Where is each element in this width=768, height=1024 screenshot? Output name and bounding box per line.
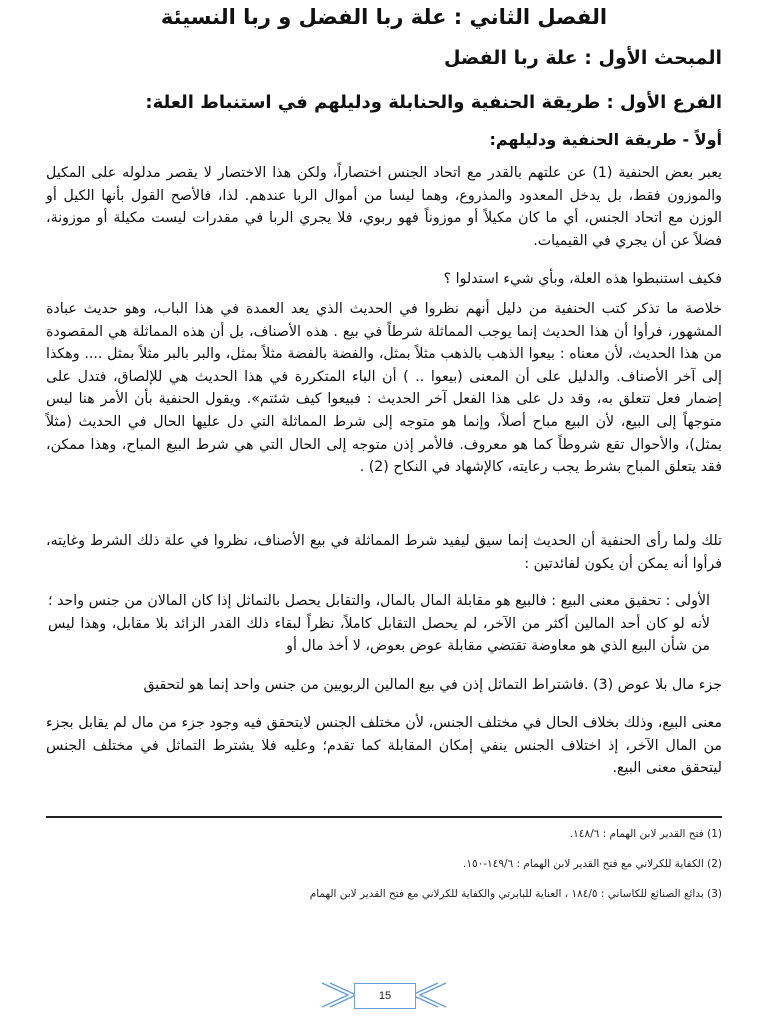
subsection-title: الفرع الأول : طريقة الحنفية والحنابلة ودليلهم في استنباط العلة: bbox=[145, 92, 722, 113]
paragraph-3: خلاصة ما تذكر كتب الحنفية من دليل أنهم نظروا في الحديث الذي يعد العمدة في هذا الباب، وهو حديث عبادة المشهور، فرأوا أن هذا الحديث إنما يوجب المماثلة شرطاً في بيع . هذه الأصناف، بل أن هذه المماثلة هي المقصودة من هذا الحديث، لأن معناه : بيعوا الذهب بالذهب مثلاً بمثل، والفضة بالفضة مثلاً بمثل، والبر بالبر مثلاً بمثل .... وهكذا إلى آخر الأصناف. والدليل على أن المعنى (بيعوا .. ) أن الباء المتكررة في هذا الحديث هي للإلصاق، فتدل على إضمار فعل تتعلق به، وقد دل على هذا الفعل آخر الحديث : فبيعوا كيف شئتم». ويقول الحنفية بأن الأمر هنا ليس متوجهاً إلى البيع، لأن البيع مباح أصلاً، وإنما هو متوجه إلى شرط المماثلة التي دل عليها الحال في الحديث (مثلاً بمثل)، والأحوال تقع شروطاً كما هو معروف. فالأمر إذن متوجه إلى الحال التي هي شرط البيع المباح، وهذا ممكن، فقد يتعلق المباح بشرط يجب رعايته، كالإشهاد في النكاح (2) . bbox=[46, 301, 722, 476]
footnote-2: (2) الكفاية للكرلاني مع فتح القدير لابن الهمام : ١٤٩/٦-١٥٠. bbox=[462, 858, 722, 870]
paragraph-7: معنى البيع، وذلك بخلاف الحال في مختلف الجنس، لأن مختلف الجنس لايتحقق فيه وجود جزء من مال لم يقابل بجزء من المال الآخر، إذ اختلاف الجنس ينفي إمكان المقابلة كما تقدم؛ وعليه فلا يشترط التماثل في مختلف الجنس ليتحقق معنى البيع. bbox=[46, 715, 722, 777]
paragraph-6: جزء مال بلا عوض (3) .فاشتراط التماثل إذن في بيع المالين الربويين من جنس واحد إنما هو لتحقيق bbox=[143, 677, 722, 693]
paragraph-1: يعبر بعض الحنفية (1) عن علتهم بالقدر مع اتحاد الجنس اختصاراً، ولكن هذا الاختصار لا يقصر مدلوله على المكيل والموزون فقط، بل يدخل المعدود والمذروع، وهما ليسا من أموال الربا عندهم. لذا، فالأصح القول بأنها الكيل أو الوزن مع اتحاد الجنس، أي ما كان مكيلاً أو موزوناً فهو ربوي، فلا يجري الربا في مقدرات ليست مكيلة أو موزونة، فضلاً عن أن يجري في القيميات. bbox=[46, 165, 722, 249]
chapter-title: الفصل الثاني : علة ربا الفضل و ربا النسيئة bbox=[160, 5, 608, 29]
point-title: أولاً - طريقة الحنفية ودليلهم: bbox=[489, 130, 722, 149]
footnote-3: (3) بدائع الصنائع للكاساني : ١٨٤/٥ ، العناية للبابرتي والكفاية للكرلاني مع فتح القدير لابن الهمام bbox=[309, 888, 722, 900]
footnote-1: (1) فتح القدير لابن الهمام : ١٤٨/٦. bbox=[569, 828, 722, 840]
page-number: 15 bbox=[354, 983, 416, 1009]
paragraph-4: تلك ولما رأى الحنفية أن الحديث إنما سيق ليفيد شرط المماثلة في بيع الأصناف، نظروا في علة ذلك الشرط وغايته، فرأوا أنه يمكن أن يكون لفائدتين : bbox=[46, 533, 722, 572]
paragraph-5: الأولى : تحقيق معنى البيع : فالبيع هو مقابلة المال بالمال، والتقابل يحصل بالتماثل إذا كان المالان من جنس واحد ؛ لأنه لو كان أحد المالين أكثر من الآخر، لم يحصل التقابل كاملاً، نظراً لبقاء ذلك القدر الزائد بلا مقابل، وهذا ليس من شأن البيع الذي هو معاوضة تقتضي مقابلة عوض بعوض، لا أخذ مال أو bbox=[48, 593, 710, 655]
section-title: المبحث الأول : علة ربا الفضل bbox=[443, 47, 722, 69]
paragraph-2: فكيف استنبطوا هذه العلة، وبأي شيء استدلوا ؟ bbox=[443, 271, 722, 287]
page-number-ornament bbox=[318, 978, 450, 1014]
footnote-divider bbox=[46, 816, 722, 818]
